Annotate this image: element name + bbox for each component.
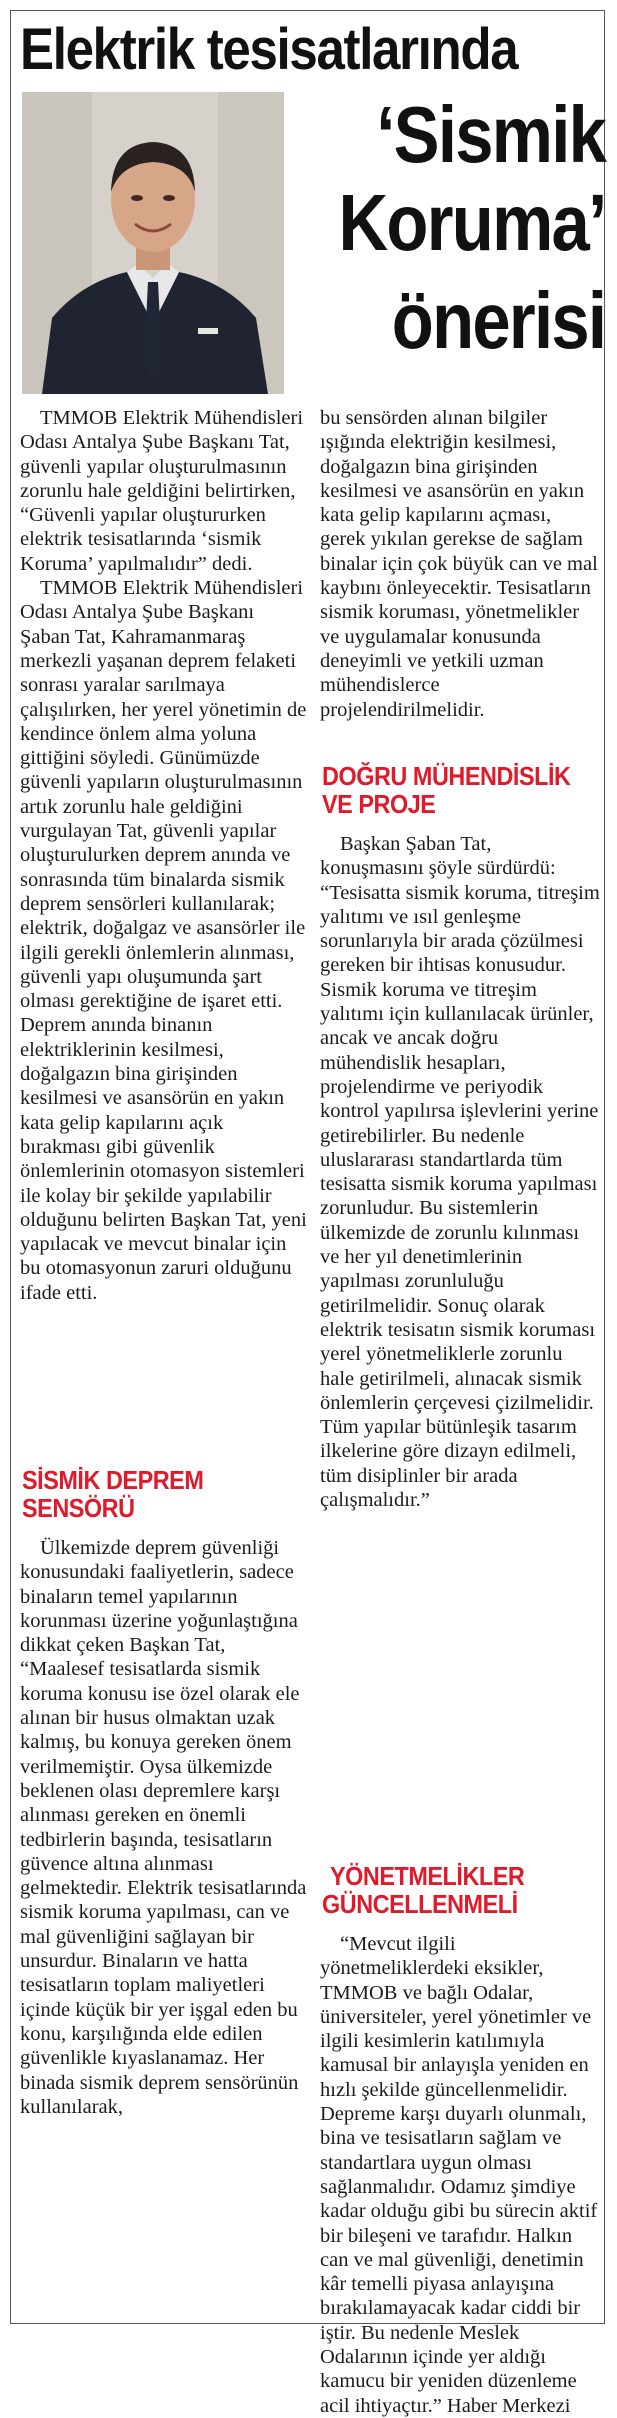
subhead-engineering-line-1: DOĞRU MÜHENDİSLİK [322, 761, 571, 791]
portrait-photo [22, 92, 284, 394]
paragraph: Başkan Şaban Tat, konuşmasını şöyle sürdürdü: “Tesisatta sismik koruma, titreşim yalıtımı ve ısıl genleşme sorunlarıyla bir arada çözülmesi gereken bir ihtisas konusudur. Sismik koruma ve titreşim yalıtımı için kullanılacak ürünler, ancak ve ancak doğru mühendislik hesapları, projelendirme ve periyodik kontrol yapılırsa işlevlerini yerine getirebilirler. Bu nedenle uluslararası standartlarda tüm tesisatta sismik koruma yapılması zorunludur. Bu sistemlerin ülkemizde de zorunlu kılınması ve her yıl denetimlerinin yapılması zorunluluğu getirilmelidir. Sonuç olarak elektrik tesisatın sismik koruması yerel yönetmeliklerle zorunlu hale getirilmeli, alınacak sismik önlemlerin çerçevesi çizilmelidir. Tüm yapılar bütünleşik tasarım ilkelerine göre dizayn edilmeli, tüm disiplinler bir arada çalışmalıdır.” [320, 833, 600, 1512]
headline-line-3: Koruma’ [337, 178, 605, 267]
paragraph: TMMOB Elektrik Mühendisleri Odası Antalya Şube Başkanı Şaban Tat, Kahramanmaraş merkezli yaşanan deprem felaketi sonrası yaralar sarılmaya çalışılırken, her yerel yönetimin de kendince önlem alma yoluna gittiğini söyledi. Günümüzde güvenli yapıların oluşturulmasının artık zorunlu hale geldiğini vurgulayan Tat, güvenli yapılar oluşturulurken deprem anında ve sonrasında tüm binalarda sismik deprem sensörleri kullanılarak; elektrik, doğalgaz ve asansörler ile ilgili gerekli önlemlerin alınması, güvenli yapı oluşumunda şart olması gerektiğine de işaret etti. [20, 577, 307, 1013]
headline-line-4: önerisi [391, 276, 605, 365]
subhead-engineering-line-2: VE PROJE [322, 789, 436, 819]
right-column-continued [320, 832, 600, 1512]
right-column [320, 406, 600, 722]
paragraph: “Mevcut ilgili yönetmeliklerdeki eksikler, TMMOB ve bağlı Odalar, üniversiteler, yerel yönetimler ve ilgili kesimlerin katılımıyla kamusal bir anlayışla yeniden en hızlı şekilde güncellenmelidir. Depreme karşı duyarlı olunmalı, bina ve tesisatların sağlam ve standartlara uygun olması sağlanmalıdır. Odamız şimdiye kadar olduğu gibi bu sürecin aktif bir bileşeni ve tarafıdır. Halkın can ve mal güvenliği, denetimin kâr temelli piyasa anlayışına bırakılamayacak kadar ciddi bir iştir. Bu nedenle Meslek Odalarının içinde yer aldığı kamucu bir yeniden düzenleme acil ihtiyaçtır.” Haber Merkezi [320, 1933, 598, 2417]
subhead-regulations-line-1: YÖNETMELİKLER [330, 1861, 525, 1891]
left-column-continued [20, 1536, 308, 2119]
paragraph: TMMOB Elektrik Mühendisleri Odası Antalya Şube Başkanı Tat, güvenli yapılar oluşturulmasının zorunlu hale geldiğini belirtirken, “Güvenli yapılar oluştururken elektrik tesisatlarında ‘sismik Koruma’ yapılmalıdır” dedi. [20, 407, 304, 575]
paragraph: Deprem anında binanın elektriklerinin kesilmesi, doğalgazın bina girişinden kesilmesi ve asansörün en yakın kata gelip kapılarını açık bırakması gibi güvenlik önlemlerinin otomasyon sistemleri ile kolay bir şekilde yapılabilir olduğunu belirten Başkan Tat, yeni yapılacak ve mevcut binalar için bu otomasyonun zaruri olduğunu ifade etti. [20, 1014, 307, 1304]
right-column-final [320, 1932, 600, 2418]
headline-line-2: ‘Sismik [376, 90, 605, 179]
subhead-regulations-line-2: GÜNCELLENMELİ [322, 1889, 518, 1919]
paragraph: Ülkemizde deprem güvenliği konusundaki faaliyetlerin, sadece binaların temel yapılarının korunması üzerine yoğunlaştığına dikkat çeken Başkan Tat, “Maalesef tesisatlarda sismik koruma konusu ise özel olarak ele alınan bir husus olmaktan uzak kalmış, bu konuya gereken önem verilmemiştir. Oysa ülkemizde beklenen olası depremlere karşı alınması gereken en önemli tedbirlerin başında, tesisatların güvence altına alınması gelmektedir. Elektrik tesisatlarında sismik koruma yapılması, can ve mal güvenliğini sağlayan bir unsurdur. Binaların ve hatta tesisatların toplam maliyetleri içinde küçük bir yer işgal eden bu konu, karşılığında elde edilen güvenlikle kıyaslanamaz. Her binada sismik deprem sensörünün kullanılarak, [20, 1537, 307, 2118]
subhead-seismic-sensor-line-1: SİSMİK DEPREM [22, 1465, 204, 1495]
portrait-photo-icon [22, 92, 284, 394]
headline-line-1: Elektrik tesisatlarında [20, 17, 518, 82]
left-column [20, 406, 308, 1305]
subhead-seismic-sensor-line-2: SENSÖRÜ [22, 1493, 135, 1523]
paragraph: bu sensörden alınan bilgiler ışığında elektriğin kesilmesi, doğalgazın bina girişinden kesilmesi ve asansörün en yakın kata gelip kapılarını açması, gerek yıkılan gerekse de sağlam binalar için çok büyük can ve mal kaybını önleyecektir. Tesisatların sismik koruması, yönetmelikler ve uygulamalar konusunda deneyimli ve yetkili uzman mühendislerce projelendirilmelidir. [320, 407, 598, 721]
